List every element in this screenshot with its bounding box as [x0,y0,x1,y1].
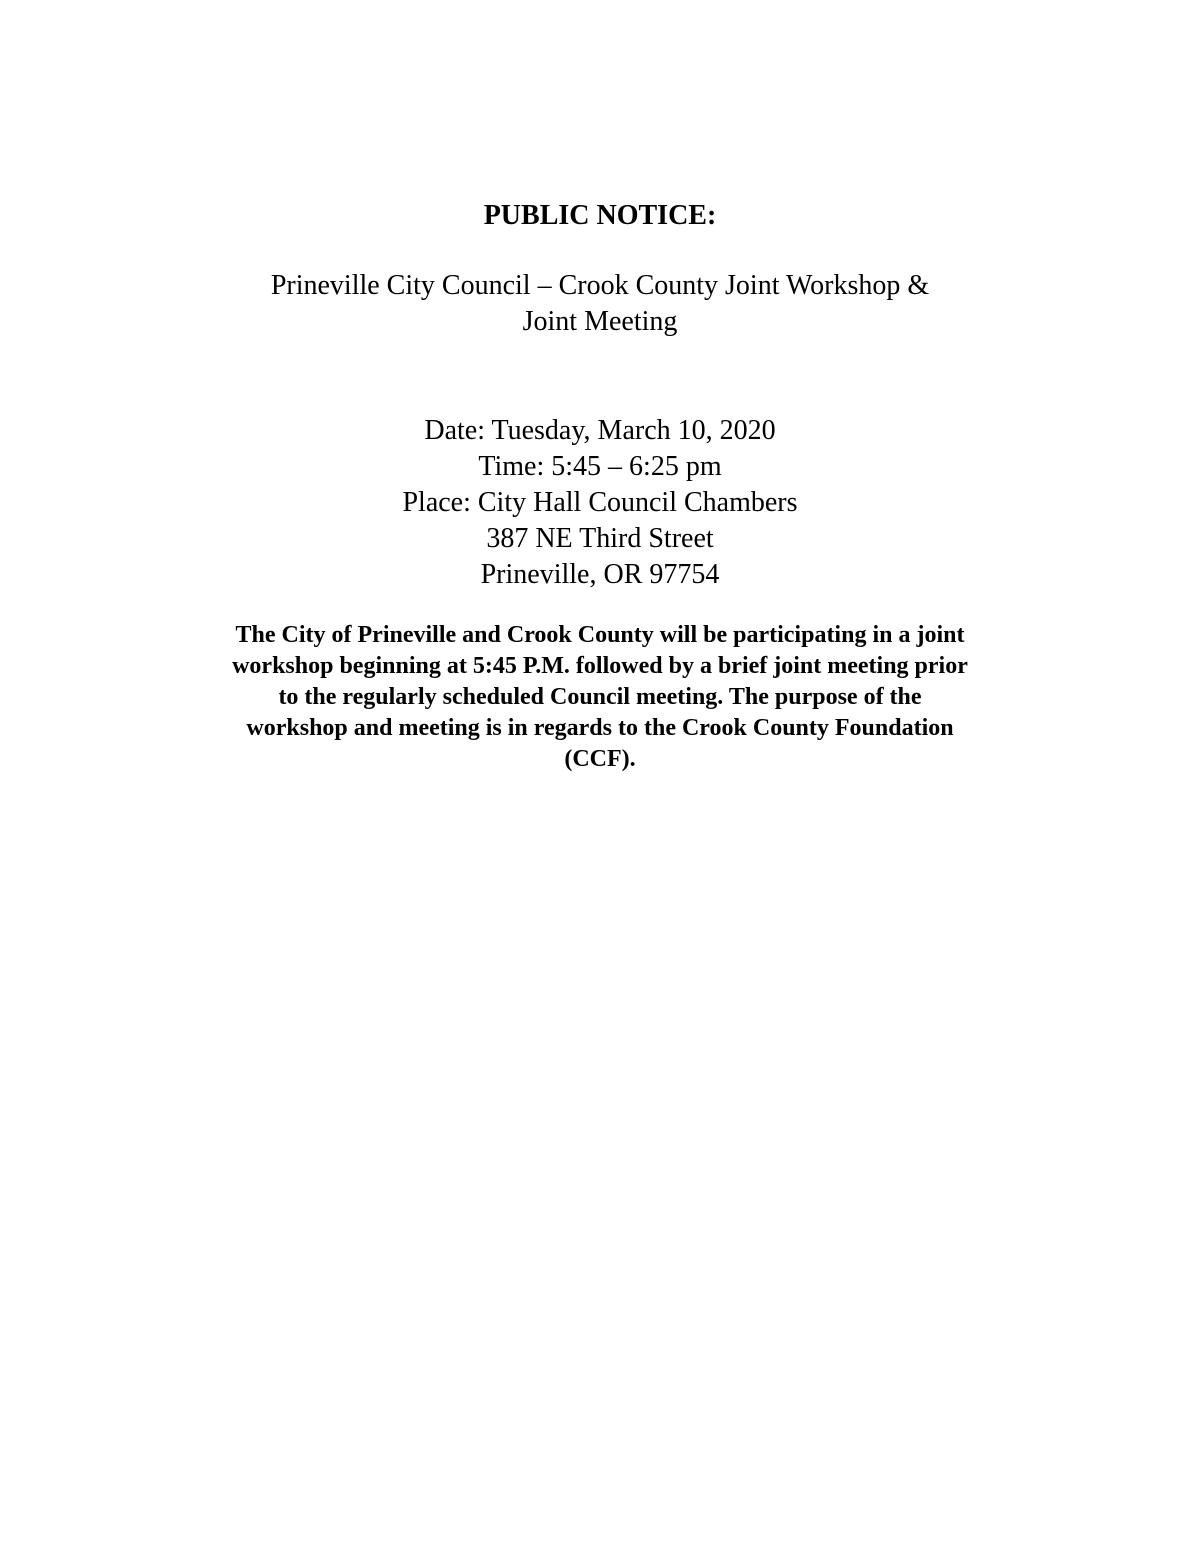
meeting-details [0,413,1200,593]
notice-body-line-2: workshop beginning at 5:45 P.M. followed by a brief joint meeting prior [232,653,968,679]
meeting-place: Place: City Hall Council Chambers [402,487,798,518]
meeting-title [200,268,1000,340]
meeting-address-city: Prineville, OR 97754 [480,559,720,590]
notice-body [160,620,1040,775]
notice-body-line-5: (CCF). [564,746,636,772]
notice-body-line-1: The City of Prineville and Crook County will be participating in a joint [235,622,965,648]
meeting-address-street: 387 NE Third Street [486,523,714,554]
meeting-title-line-2: Joint Meeting [522,306,678,337]
meeting-date: Date: Tuesday, March 10, 2020 [424,415,776,446]
meeting-title-line-1: Prineville City Council – Crook County Joint Workshop & [270,270,930,301]
notice-heading: PUBLIC NOTICE: [483,200,717,231]
notice-body-line-4: workshop and meeting is in regards to the Crook County Foundation [246,715,954,741]
notice-body-line-3: to the regularly scheduled Council meeting. The purpose of the [278,684,922,710]
meeting-time: Time: 5:45 – 6:25 pm [478,451,722,482]
